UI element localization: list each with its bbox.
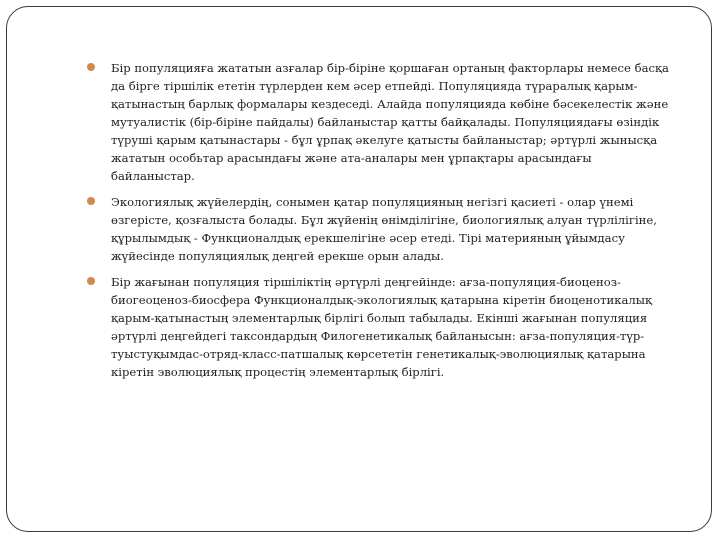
bullet-dot-icon — [87, 197, 95, 205]
paragraph-population-levels: Бір жағынан популяция тіршіліктің әртүрлі деңгейінде: ағза-популяция-биоценоз-биогеоценоз-биосфера Функционалдық-экологиялық қатарына кіретін биоценотикалық қарым-қатынастың элементарлық бірлігі болып табылады. Екінші жағынан популяция әртүрлі деңгейдегі таксондардың Филогенетикалық байланысын: ағза-популяция-түр-туыстуқымдас-отряд-класс-патшалық көрсететін генетикалық-эволюциялық қатарына кіретін эволюциялық процестің элементарлық бірлігі. — [111, 275, 653, 379]
paragraph-population-relations: Бір популяцияға жататын азғалар бір-біріне қоршаған ортаның факторлары немесе басқа да бірге тіршілік ететін түрлерден кем әсер етпейді. Популяцияда түраралық қарым-қатынастың барлық формалары кездеседі. Алайда популяцияда көбіне бәсекелестік және мутуалистік (бір-біріне пайдалы) байланыстар қатты байқалады. Популяциядағы өзіндік түруші қарым қатынастары - бұл ұрпақ әкелуге қатысты байланыстар; әртүрлі жынысқа жататын особьтар арасындағы және ата-аналары мен ұрпақтары арасындағы байланыстар. — [111, 61, 669, 183]
bullet-list — [87, 59, 677, 389]
paragraph-ecosystem-properties: Экологиялық жүйелердің, сонымен қатар популяцияның негізгі қасиеті - олар үнемі өзгерісте, қозғалыста болады. Бұл жүйенің өнімділігіне, биологиялық алуан түрлілігіне, құрылымдық - Функционалдық ерекшелігіне әсер етеді. Тірі материяның ұйымдасу жүйесінде популяциялық деңгей ерекше орын алады. — [111, 195, 657, 263]
bullet-dot-icon — [87, 277, 95, 285]
list-item — [87, 273, 677, 381]
bullet-dot-icon — [87, 63, 95, 71]
list-item — [87, 59, 677, 185]
list-item — [87, 193, 677, 265]
slide-frame — [6, 6, 712, 532]
